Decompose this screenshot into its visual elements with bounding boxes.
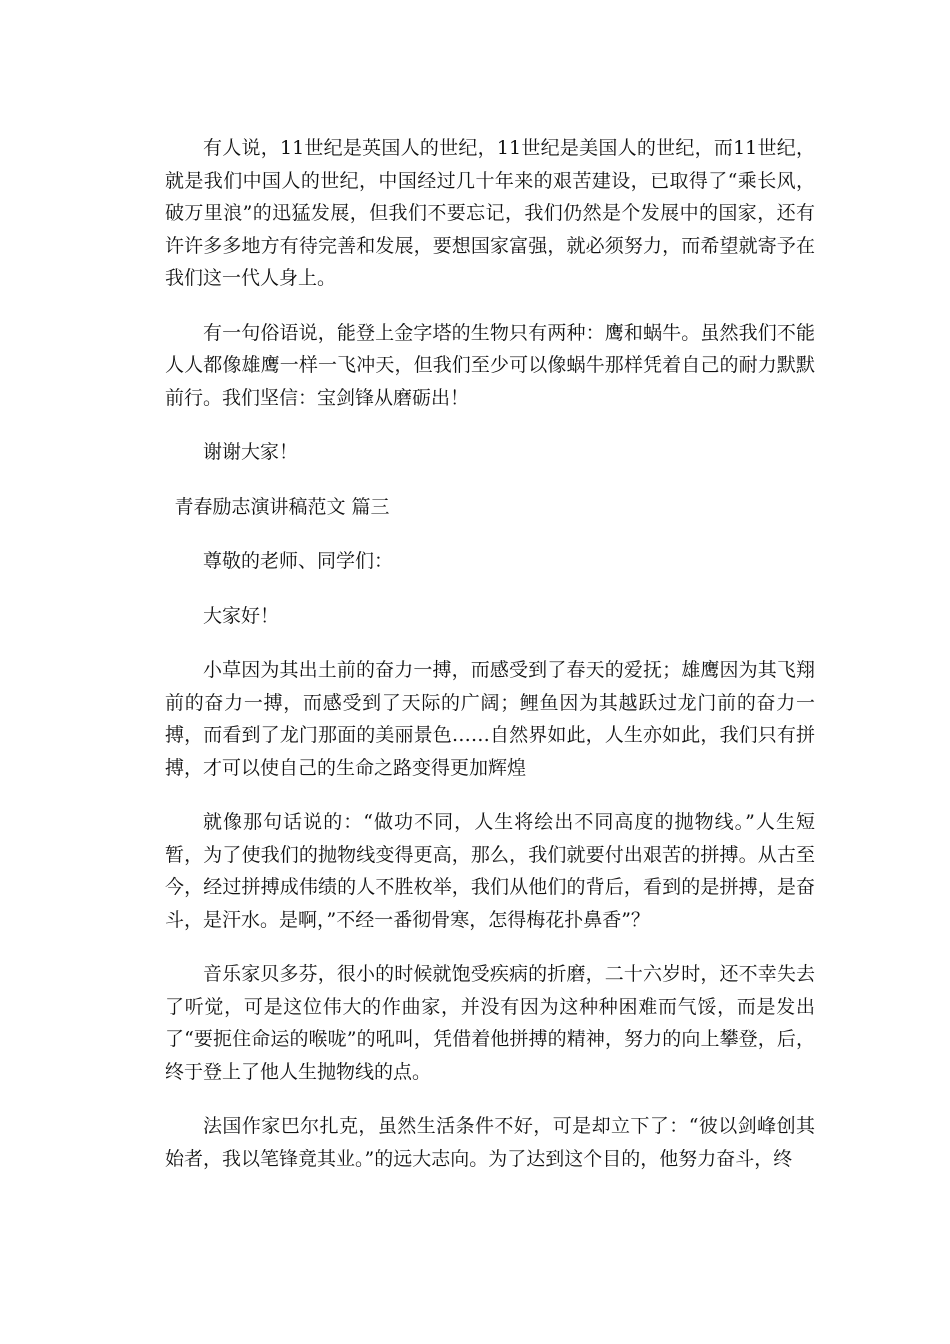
paragraph-21st-century: 有人说，11世纪是英国人的世纪，11世纪是美国人的世纪，而11世纪，就是我们中国人的世纪，中国经过几十年来的艰苦建设，已取得了“乘长风，破万里浪”的迅猛发展，但我们不要忘记，我们仍然是个发展中的国家，还有许许多多地方有待完善和发展，要想国家富强，就必须努力，而希望就寄予在我们这一代人身上。 [165,137,815,289]
paragraph-eagle-snail: 有一句俗语说，能登上金字塔的生物只有两种：鹰和蜗牛。虽然我们不能人人都像雄鹰一样一飞冲天，但我们至少可以像蜗牛那样凭着自己的耐力默默前行。我们坚信：宝剑锋从磨砺出！ [165,321,815,409]
paragraph-balzac: 法国作家巴尔扎克，虽然生活条件不好，可是却立下了：“彼以剑峰创其始者，我以笔锋竟其业。”的远大志向。为了达到这个目的，他努力奋斗，终 [165,1115,815,1170]
paragraph-parabola: 就像那句话说的：“做功不同，人生将绘出不同高度的抛物线。”人生短暂，为了使我们的抛物线变得更高，那么，我们就要付出艰苦的拼搏。从古至今，经过拼搏成伟绩的人不胜枚举，我们从他们的背后，看到的是拼搏，是奋斗，是汗水。是啊，”不经一番彻骨寒，怎得梅花扑鼻香”？ [165,811,815,931]
paragraph-beethoven: 音乐家贝多芬，很小的时候就饱受疾病的折磨，二十六岁时，还不幸失去了听觉，可是这位伟大的作曲家，并没有因为这种种困难而气馁，而是发出了“要扼住命运的喉咙”的吼叫，凭借着他拼搏的精神，努力的向上攀登，后，终于登上了他人生抛物线的点。 [165,963,815,1083]
paragraph-struggle: 小草因为其出土前的奋力一搏，而感受到了春天的爱抚；雄鹰因为其飞翔前的奋力一搏，而感受到了天际的广阔；鲤鱼因为其越跃过龙门前的奋力一搏，而看到了龙门那面的美丽景色……自然界如此，人生亦如此，我们只有拼搏，才可以使自己的生命之路变得更加辉煌 [165,659,815,779]
paragraph-salutation: 尊敬的老师、同学们： [203,550,394,572]
paragraph-thanks: 谢谢大家！ [203,441,299,463]
section-heading: 青春励志演讲稿范文 篇三 [174,495,390,518]
document-body [165,132,815,1197]
paragraph-greeting: 大家好！ [203,604,280,627]
